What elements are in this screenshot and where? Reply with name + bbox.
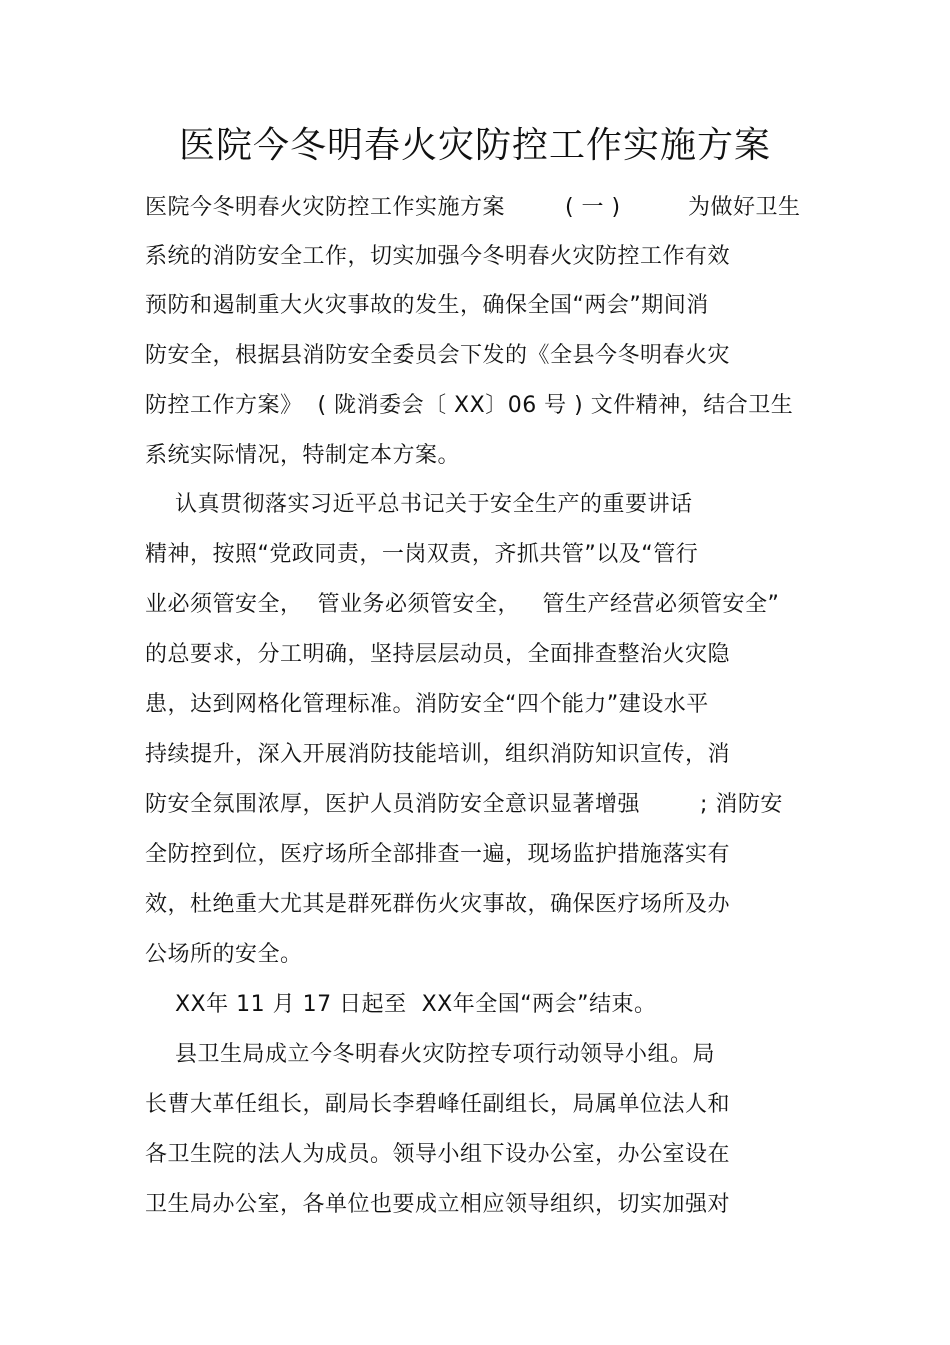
body-line-19: 长曹大革任组长，副局长李碧峰任副组长，局属单位法人和 bbox=[145, 1092, 731, 1117]
body-line-4: 防安全，根据县消防安全委员会下发的《全县今冬明春火灾 bbox=[145, 343, 731, 368]
body-line-2: 系统的消防安全工作，切实加强今冬明春火灾防控工作有效 bbox=[145, 244, 731, 269]
body-line-7: 认真贯彻落实习近平总书记关于安全生产的重要讲话 bbox=[145, 492, 693, 517]
body-line-16: 公场所的安全。 bbox=[145, 942, 303, 967]
body-line-14: 全防控到位，医疗场所全部排查一遍，现场监护措施落实有 bbox=[145, 842, 731, 867]
body-line-1: 医院今冬明春火灾防控工作实施方案 ( 一 ) 为做好卫生 bbox=[145, 195, 801, 220]
document-title: 医院今冬明春火灾防控工作实施方案 bbox=[178, 125, 771, 166]
body-line-18: 县卫生局成立今冬明春火灾防控专项行动领导小组。局 bbox=[145, 1042, 715, 1067]
body-line-3: 预防和遏制重大火灾事故的发生，确保全国“两会”期间消 bbox=[145, 293, 709, 318]
body-line-10: 的总要求，分工明确，坚持层层动员，全面排查整治火灾隐 bbox=[145, 642, 731, 667]
body-line-6: 系统实际情况，特制定本方案。 bbox=[145, 443, 461, 468]
body-line-8: 精神，按照“党政同责，一岗双责，齐抓共管”以及“管行 bbox=[145, 542, 699, 567]
body-line-20: 各卫生院的法人为成员。领导小组下设办公室，办公室设在 bbox=[145, 1142, 731, 1167]
body-line-17: XX年 11 月 17 日起至 XX年全国“两会”结束。 bbox=[145, 992, 657, 1017]
body-line-21: 卫生局办公室，各单位也要成立相应领导组织，切实加强对 bbox=[145, 1192, 731, 1217]
body-line-5: 防控工作方案》 ( 陇消委会〔 XX〕06 号 ) 文件精神，结合卫生 bbox=[145, 393, 794, 418]
body-line-13: 防安全氛围浓厚，医护人员消防安全意识显著增强 ; 消防安 bbox=[145, 792, 783, 817]
body-line-12: 持续提升，深入开展消防技能培训，组织消防知识宣传，消 bbox=[145, 742, 731, 767]
body-line-9: 业必须管安全， 管业务必须管安全， 管生产经营必须管安全” bbox=[145, 592, 780, 617]
body-line-15: 效，杜绝重大尤其是群死群伤火灾事故，确保医疗场所及办 bbox=[145, 892, 731, 917]
body-line-11: 患，达到网格化管理标准。消防安全“四个能力”建设水平 bbox=[145, 692, 709, 717]
